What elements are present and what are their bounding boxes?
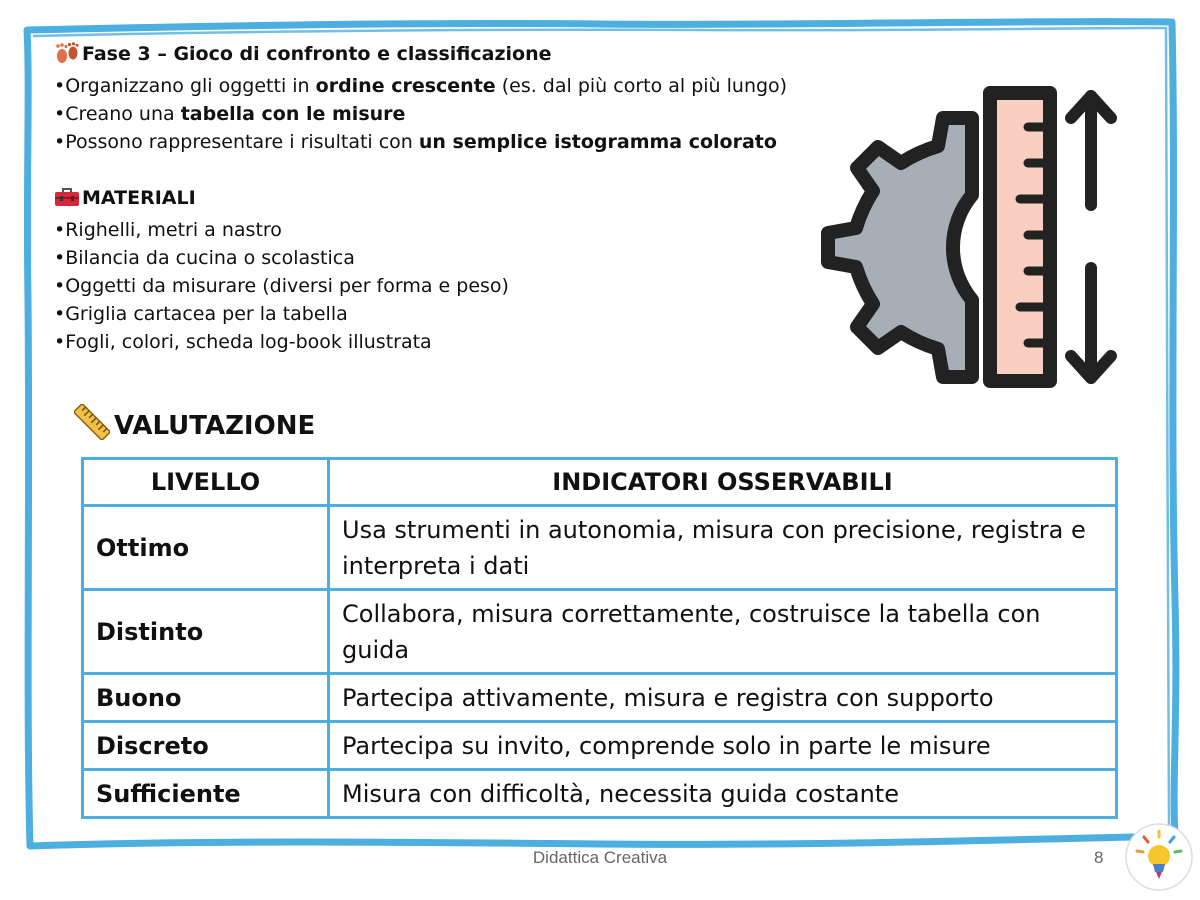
materials-item: •Griglia cartacea per la tabella — [54, 303, 348, 325]
indicator-cell: Usa strumenti in autonomia, misura con precisione, registra e interpreta i dati — [329, 506, 1117, 590]
phase-bullet: •Creano una tabella con le misure — [54, 103, 406, 125]
toolbox-icon — [54, 186, 82, 216]
evaluation-table — [81, 457, 1118, 819]
table-header-row — [83, 459, 1117, 506]
indicator-cell: Partecipa su invito, comprende solo in parte le misure — [329, 722, 1117, 770]
table-row — [83, 506, 1117, 590]
table-row — [83, 722, 1117, 770]
indicator-cell: Partecipa attivamente, misura e registra con supporto — [329, 674, 1117, 722]
phase-bullet: •Organizzano gli oggetti in ordine crescente (es. dal più corto al più lungo) — [54, 75, 788, 97]
materials-item: •Fogli, colori, scheda log-book illustrata — [54, 331, 432, 353]
footer-text: Didattica Creativa — [532, 848, 668, 867]
materials-item: •Bilancia da cucina o scolastica — [54, 247, 355, 269]
level-cell: Buono — [83, 674, 329, 722]
gear-ruler-arrows-icon — [810, 80, 1130, 400]
materials-item: •Oggetti da misurare (diversi per forma e peso) — [54, 275, 509, 297]
materials-title: MATERIALI — [82, 187, 196, 209]
phase-title: Fase 3 – Gioco di confronto e classificazione — [82, 43, 552, 65]
table-row — [83, 590, 1117, 674]
activity-description — [54, 40, 814, 356]
page-number: 8 — [1094, 848, 1104, 867]
level-cell: Discreto — [83, 722, 329, 770]
column-header: INDICATORI OSSERVABILI — [329, 459, 1117, 506]
footprints-icon — [54, 42, 82, 72]
phase-bullet: •Possono rappresentare i risultati con un semplice istogramma colorato — [54, 131, 777, 153]
materials-heading — [54, 184, 814, 216]
indicator-cell: Misura con difficoltà, necessita guida costante — [329, 770, 1117, 818]
ruler-icon — [74, 404, 114, 452]
evaluation-heading — [74, 404, 315, 452]
phase-heading — [54, 40, 814, 72]
column-header: LIVELLO — [83, 459, 329, 506]
materials-item: •Righelli, metri a nastro — [54, 219, 282, 241]
indicator-cell: Collabora, misura correttamente, costruisce la tabella con guida — [329, 590, 1117, 674]
evaluation-title: VALUTAZIONE — [114, 411, 316, 441]
level-cell: Distinto — [83, 590, 329, 674]
table-row — [83, 674, 1117, 722]
lightbulb-logo-icon — [1124, 822, 1194, 892]
level-cell: Sufficiente — [83, 770, 329, 818]
table-row — [83, 770, 1117, 818]
level-cell: Ottimo — [83, 506, 329, 590]
